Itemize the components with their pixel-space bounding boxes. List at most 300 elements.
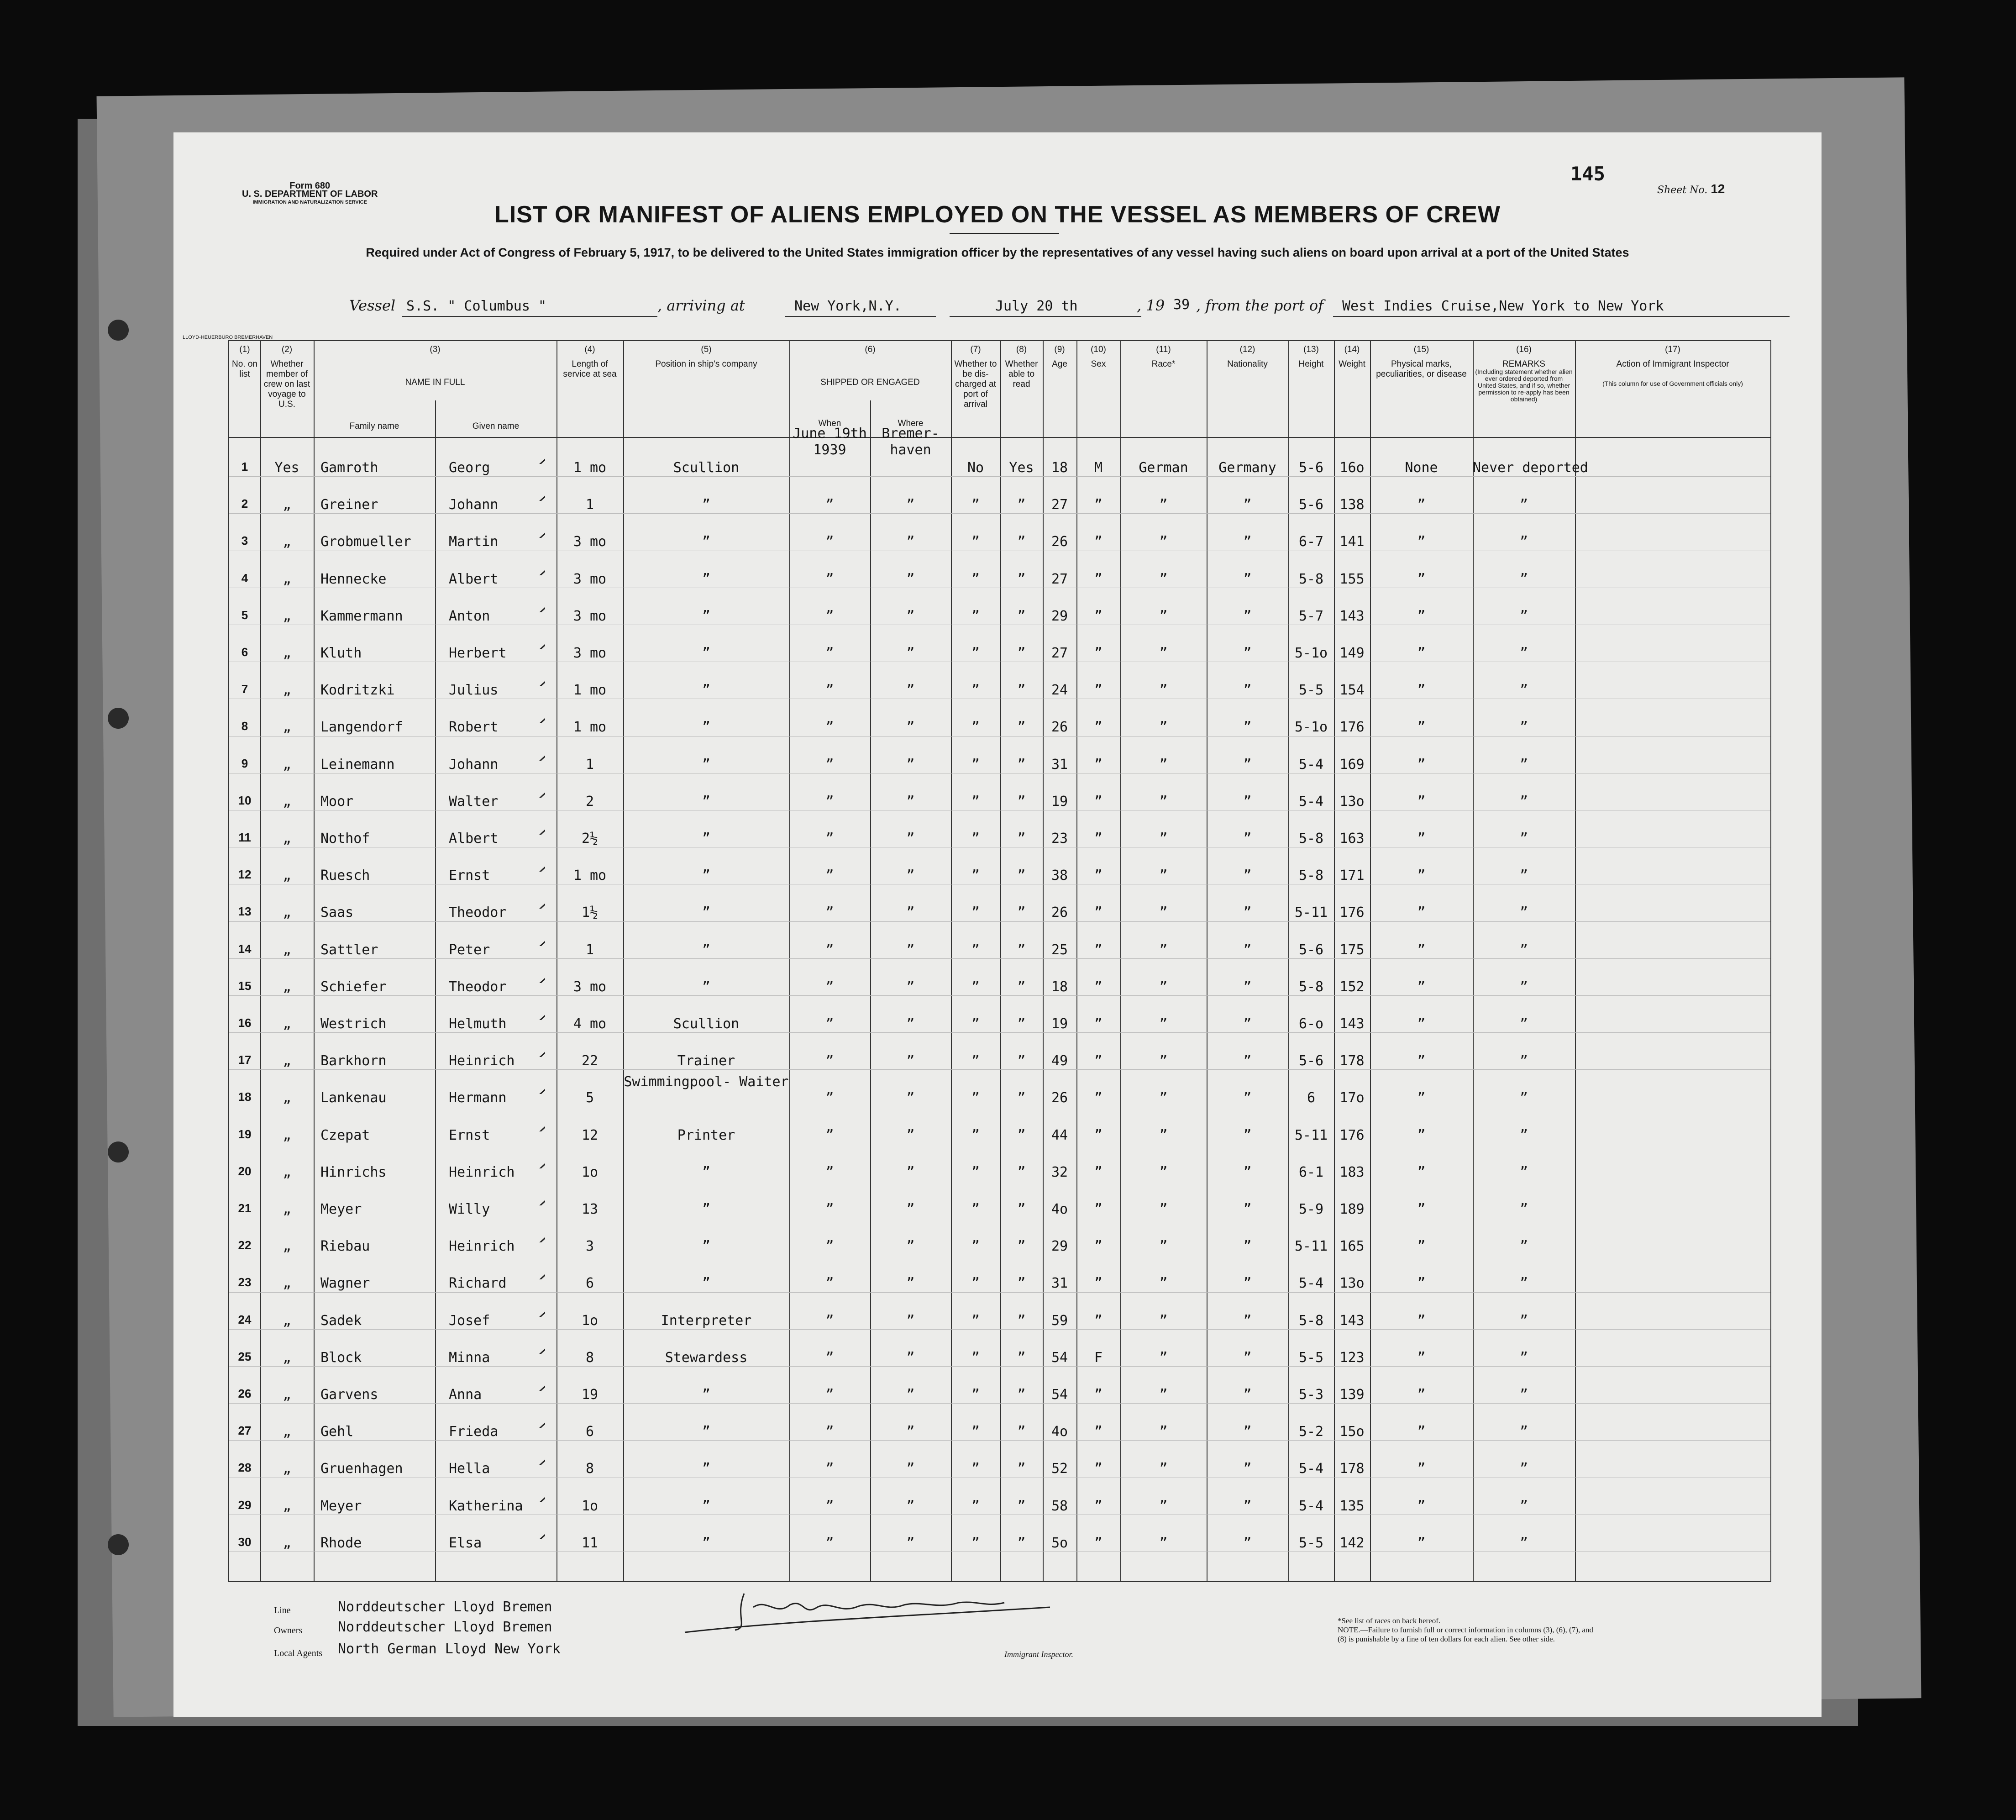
cell-crew: „ — [283, 1164, 291, 1180]
cell-family-name: Rhode — [320, 1535, 362, 1551]
cell-crew: „ — [283, 1016, 291, 1032]
cell-family-name: Kodritzki — [320, 682, 395, 699]
given-name-header: Given name — [472, 421, 520, 431]
cell-shipped-where: ” — [906, 905, 915, 921]
cell-weight: 176 — [1339, 719, 1365, 736]
cell-race: ” — [1159, 1127, 1168, 1143]
sheet-number-value: 12 — [1711, 182, 1725, 196]
cell-age: 26 — [1051, 534, 1068, 550]
cell-age: 27 — [1051, 571, 1068, 587]
cell-sex: ” — [1094, 1461, 1103, 1477]
cell-service: 19 — [581, 1387, 598, 1403]
cell-shipped-when: ” — [825, 682, 834, 699]
cell-given-name: Helmuth — [449, 1016, 507, 1032]
cell-weight: 155 — [1339, 571, 1365, 587]
cell-read: ” — [1017, 868, 1026, 884]
cell-sex: ” — [1094, 719, 1103, 736]
cell-weight: 189 — [1339, 1201, 1365, 1217]
cell-shipped-where: ” — [906, 534, 915, 550]
cell-weight: 141 — [1339, 534, 1365, 550]
cell-disch: No — [967, 460, 984, 476]
cell-sex: ” — [1094, 1275, 1103, 1292]
cell-weight: 143 — [1339, 1312, 1365, 1329]
cell-disch: ” — [971, 942, 980, 958]
verification-checkmark — [527, 1413, 545, 1428]
cell-race: ” — [1159, 1053, 1168, 1069]
cell-nat: ” — [1243, 756, 1252, 773]
cell-disch: ” — [971, 905, 980, 921]
cell-family-name: Hennecke — [320, 571, 387, 587]
binder-hole — [108, 1141, 129, 1162]
verification-checkmark — [527, 783, 545, 798]
cell-shipped-when: ” — [825, 1201, 834, 1217]
cell-sex: ” — [1094, 534, 1103, 550]
cell-marks: ” — [1417, 719, 1426, 736]
cell-family-name: Schiefer — [320, 978, 387, 995]
cell-service: 1 — [585, 942, 594, 958]
cell-race: ” — [1159, 868, 1168, 884]
cell-remarks: ” — [1519, 1127, 1528, 1143]
cell-nat: ” — [1243, 1312, 1252, 1329]
column-header: No. on list — [232, 359, 257, 379]
line-label: Line — [274, 1605, 291, 1615]
cell-nat: ” — [1243, 1424, 1252, 1440]
cell-position: ” — [702, 1498, 711, 1514]
cell-crew: „ — [283, 1201, 291, 1217]
binder-hole — [108, 320, 129, 341]
cell-given-name: Katherina — [449, 1498, 523, 1514]
cell-crew: „ — [283, 497, 291, 513]
cell-service: 1o — [581, 1498, 598, 1514]
cell-shipped-where: ” — [906, 1090, 915, 1106]
cell-service: 8 — [585, 1461, 594, 1477]
form-service: IMMIGRATION AND NATURALIZATION SERVICE — [252, 200, 367, 205]
cell-shipped-when: ” — [825, 1127, 834, 1143]
cell-shipped-when: ” — [825, 1387, 834, 1403]
manifest-sheet — [173, 132, 1822, 1717]
cell-age: 59 — [1051, 1312, 1068, 1329]
cell-service: 1 mo — [573, 868, 607, 884]
cell-height: 5-8 — [1298, 868, 1324, 884]
vessel-label: Vessel — [349, 297, 396, 314]
cell-race: ” — [1159, 756, 1168, 773]
cell-no: 11 — [238, 831, 251, 844]
cell-race: ” — [1159, 1349, 1168, 1366]
cell-disch: ” — [971, 497, 980, 513]
cell-no: 20 — [238, 1164, 252, 1178]
cell-service: 1 mo — [573, 460, 607, 476]
cell-sex: ” — [1094, 831, 1103, 847]
column-number: (1) — [239, 345, 250, 354]
sheet-number-label: Sheet No. — [1657, 184, 1708, 196]
column-number: (10) — [1091, 345, 1106, 354]
cell-nat: ” — [1243, 1201, 1252, 1217]
cell-remarks: ” — [1519, 534, 1528, 550]
column-header: Physical marks, peculiarities, or disease — [1376, 359, 1467, 379]
verification-checkmark — [527, 598, 545, 612]
cell-nat: Germany — [1218, 460, 1276, 476]
cell-shipped-when: ” — [825, 497, 834, 513]
cell-age: 26 — [1051, 1090, 1068, 1106]
column-number: (6) — [865, 345, 876, 354]
cell-weight: 171 — [1339, 868, 1365, 884]
cell-height: 5-11 — [1294, 1127, 1328, 1143]
cell-no: 2 — [241, 497, 248, 511]
column-header: Weight — [1339, 359, 1365, 369]
cell-age: 49 — [1051, 1053, 1068, 1069]
column-header: Whether able to read — [1005, 359, 1038, 389]
verification-checkmark — [527, 1117, 545, 1131]
row-divider — [229, 1292, 1770, 1293]
cell-weight: 143 — [1339, 1016, 1365, 1032]
cell-crew: Yes — [274, 460, 299, 476]
agents-label: Local Agents — [274, 1648, 323, 1658]
verification-checkmark — [527, 1302, 545, 1317]
cell-disch: ” — [971, 1275, 980, 1292]
verification-checkmark — [527, 1488, 545, 1502]
cell-no: 16 — [238, 1016, 252, 1030]
column-header: Nationality — [1227, 359, 1268, 369]
cell-remarks: ” — [1519, 608, 1528, 624]
cell-height: 5-8 — [1298, 978, 1324, 995]
cell-service: 1 mo — [573, 682, 607, 699]
agents-value: North German Lloyd New York — [338, 1641, 561, 1657]
cell-read: ” — [1017, 719, 1026, 736]
cell-shipped-when: ” — [825, 1053, 834, 1069]
verification-checkmark — [527, 1339, 545, 1354]
cell-read: ” — [1017, 608, 1026, 624]
column-header: Position in ship's company — [655, 359, 757, 369]
cell-age: 31 — [1051, 1275, 1068, 1292]
cell-given-name: Martin — [449, 534, 499, 550]
cell-height: 6-o — [1298, 1016, 1324, 1032]
cell-shipped-where: ” — [906, 1535, 915, 1551]
penalty-note: NOTE.—Failure to furnish full or correct information in columns (3), (6), (7), and (8) is punishable by a fine of ten dollars for each alien. See other side. — [1338, 1625, 1593, 1643]
line-value: Norddeutscher Lloyd Bremen — [338, 1599, 552, 1615]
cell-service: 3 mo — [573, 571, 607, 587]
cell-shipped-when: ” — [825, 1090, 834, 1106]
cell-shipped-where: ” — [906, 942, 915, 958]
column-number: (2) — [281, 345, 293, 354]
cell-age: 19 — [1051, 793, 1068, 810]
cell-service: 13 — [581, 1201, 598, 1217]
cell-race: ” — [1159, 1238, 1168, 1255]
cell-race: ” — [1159, 831, 1168, 847]
cell-remarks: ” — [1519, 793, 1528, 810]
cell-height: 5-5 — [1298, 1349, 1324, 1366]
cell-family-name: Lankenau — [320, 1090, 387, 1106]
cell-disch: ” — [971, 1424, 980, 1440]
row-divider — [229, 1329, 1770, 1330]
cell-read: ” — [1017, 1164, 1026, 1180]
cell-family-name: Gehl — [320, 1424, 354, 1440]
cell-shipped-when: ” — [825, 1424, 834, 1440]
cell-crew: „ — [283, 831, 291, 847]
cell-remarks: ” — [1519, 1090, 1528, 1106]
column-divider — [314, 341, 315, 1581]
cell-given-name: Albert — [449, 831, 499, 847]
cell-sex: ” — [1094, 868, 1103, 884]
cell-read: ” — [1017, 1387, 1026, 1403]
cell-shipped-where: ” — [906, 719, 915, 736]
cell-disch: ” — [971, 645, 980, 661]
row-divider — [229, 995, 1770, 996]
cell-nat: ” — [1243, 905, 1252, 921]
cell-age: 23 — [1051, 831, 1068, 847]
cell-height: 5-4 — [1298, 793, 1324, 810]
cell-race: ” — [1159, 1201, 1168, 1217]
cell-remarks: ” — [1519, 1387, 1528, 1403]
cell-position: Scullion — [673, 460, 740, 476]
cell-nat: ” — [1243, 1127, 1252, 1143]
cell-read: ” — [1017, 1053, 1026, 1069]
cell-marks: ” — [1417, 1201, 1426, 1217]
row-divider — [229, 513, 1770, 514]
cell-service: 4 mo — [573, 1016, 607, 1032]
cell-disch: ” — [971, 831, 980, 847]
voyage-line — [173, 297, 1822, 333]
cell-position: ” — [702, 571, 711, 587]
cell-family-name: Meyer — [320, 1201, 362, 1217]
cell-race: ” — [1159, 608, 1168, 624]
cell-family-name: Leinemann — [320, 756, 395, 773]
cell-position: ” — [702, 831, 711, 847]
column-header: Age — [1052, 359, 1067, 369]
cell-remarks: ” — [1519, 1016, 1528, 1032]
cell-disch: ” — [971, 756, 980, 773]
cell-remarks: ” — [1519, 868, 1528, 884]
owners-label: Owners — [274, 1625, 303, 1636]
cell-shipped-when: June 19th 1939 — [793, 426, 867, 458]
from-port: West Indies Cruise,New York to New York — [1342, 298, 1664, 314]
cell-given-name: Albert — [449, 571, 499, 587]
cell-nat: ” — [1243, 1016, 1252, 1032]
cell-sex: ” — [1094, 682, 1103, 699]
when-header: When — [818, 419, 841, 428]
cell-nat: ” — [1243, 831, 1252, 847]
cell-no: 9 — [241, 756, 248, 770]
row-divider — [229, 1440, 1770, 1441]
cell-remarks: ” — [1519, 1498, 1528, 1514]
verification-checkmark — [527, 894, 545, 909]
cell-position: ” — [702, 1275, 711, 1292]
cell-marks: ” — [1417, 1498, 1426, 1514]
cell-position: ” — [702, 682, 711, 699]
cell-given-name: Theodor — [449, 978, 507, 995]
cell-position: ” — [702, 497, 711, 513]
cell-remarks: ” — [1519, 1349, 1528, 1366]
cell-no: 28 — [238, 1461, 252, 1475]
cell-service: 2 — [585, 793, 594, 810]
cell-service: 1 — [585, 497, 594, 513]
cell-service: 11 — [581, 1535, 598, 1551]
cell-sex: ” — [1094, 1127, 1103, 1143]
cell-shipped-where: ” — [906, 682, 915, 699]
cell-read: ” — [1017, 756, 1026, 773]
cell-position: ” — [702, 1201, 711, 1217]
cell-nat: ” — [1243, 868, 1252, 884]
cell-weight: 152 — [1339, 978, 1365, 995]
cell-sex: ” — [1094, 978, 1103, 995]
cell-service: 3 — [585, 1238, 594, 1255]
cell-read: ” — [1017, 1424, 1026, 1440]
inspector-signature — [667, 1580, 1068, 1644]
vessel-name: S.S. " Columbus " — [406, 298, 547, 314]
cell-read: ” — [1017, 1312, 1026, 1329]
cell-age: 25 — [1051, 942, 1068, 958]
cell-crew: „ — [283, 608, 291, 624]
row-divider — [229, 921, 1770, 922]
cell-position: Interpreter — [661, 1312, 752, 1329]
cell-family-name: Westrich — [320, 1016, 387, 1032]
cell-marks: ” — [1417, 1090, 1426, 1106]
cell-age: 38 — [1051, 868, 1068, 884]
cell-shipped-when: ” — [825, 1312, 834, 1329]
cell-given-name: Ernst — [449, 1127, 490, 1143]
cell-crew: „ — [283, 1387, 291, 1403]
cell-remarks: ” — [1519, 831, 1528, 847]
cell-shipped-when: ” — [825, 1461, 834, 1477]
cell-disch: ” — [971, 1090, 980, 1106]
cell-weight: 13o — [1339, 1275, 1365, 1292]
column-number: (4) — [584, 345, 595, 354]
column-number: (11) — [1156, 345, 1171, 354]
races-note: *See list of races on back hereof. — [1338, 1616, 1441, 1625]
cell-disch: ” — [971, 608, 980, 624]
cell-given-name: Richard — [449, 1275, 507, 1292]
verification-checkmark — [527, 931, 545, 946]
cell-marks: ” — [1417, 1424, 1426, 1440]
cell-given-name: Elsa — [449, 1535, 482, 1551]
cell-race: ” — [1159, 1535, 1168, 1551]
cell-weight: 138 — [1339, 497, 1365, 513]
cell-race: ” — [1159, 1498, 1168, 1514]
cell-nat: ” — [1243, 793, 1252, 810]
cell-nat: ” — [1243, 1053, 1252, 1069]
cell-read: ” — [1017, 1127, 1026, 1143]
cell-no: 15 — [238, 978, 252, 993]
cell-crew: „ — [283, 868, 291, 884]
cell-crew: „ — [283, 1127, 291, 1143]
cell-disch: ” — [971, 1535, 980, 1551]
crew-table — [228, 340, 1771, 1582]
cell-position: ” — [702, 1164, 711, 1180]
cell-age: 18 — [1051, 978, 1068, 995]
cell-no: 12 — [238, 868, 252, 882]
cell-marks: ” — [1417, 1127, 1426, 1143]
cell-family-name: Saas — [320, 905, 354, 921]
cell-nat: ” — [1243, 1461, 1252, 1477]
binder-hole — [108, 708, 129, 729]
cell-read: ” — [1017, 1275, 1026, 1292]
column-number: (15) — [1413, 345, 1429, 354]
cell-shipped-where: ” — [906, 1461, 915, 1477]
cell-read: ” — [1017, 682, 1026, 699]
column-header: Action of Immigrant Inspector — [1616, 359, 1729, 369]
cell-height: 5-4 — [1298, 756, 1324, 773]
cell-service: 3 mo — [573, 534, 607, 550]
column-number: (17) — [1665, 345, 1680, 354]
cell-shipped-when: ” — [825, 645, 834, 661]
cell-crew: „ — [283, 1461, 291, 1477]
cell-no: 6 — [241, 645, 248, 659]
cell-marks: ” — [1417, 756, 1426, 773]
cell-remarks: ” — [1519, 1424, 1528, 1440]
cell-sex: ” — [1094, 1424, 1103, 1440]
cell-height: 5-1o — [1294, 719, 1328, 736]
cell-sex: ” — [1094, 1238, 1103, 1255]
cell-remarks: ” — [1519, 1164, 1528, 1180]
cell-no: 17 — [238, 1053, 252, 1067]
verification-checkmark — [527, 1154, 545, 1168]
cell-remarks: ” — [1519, 1201, 1528, 1217]
cell-race: ” — [1159, 978, 1168, 995]
cell-disch: ” — [971, 978, 980, 995]
cell-given-name: Josef — [449, 1312, 490, 1329]
cell-race: ” — [1159, 571, 1168, 587]
verification-checkmark — [527, 1450, 545, 1465]
cell-nat: ” — [1243, 1387, 1252, 1403]
cell-read: ” — [1017, 1535, 1026, 1551]
cell-race: ” — [1159, 534, 1168, 550]
cell-remarks: Never deported — [1473, 460, 1588, 476]
cell-marks: ” — [1417, 1016, 1426, 1032]
cell-shipped-when: ” — [825, 1275, 834, 1292]
cell-read: ” — [1017, 1349, 1026, 1366]
column-header: Whether member of crew on last voyage to U.S. — [263, 359, 310, 409]
cell-shipped-where: ” — [906, 1127, 915, 1143]
cell-crew: „ — [283, 905, 291, 921]
where-header: Where — [898, 419, 924, 428]
cell-shipped-where: ” — [906, 1201, 915, 1217]
cell-height: 5-6 — [1298, 497, 1324, 513]
cell-disch: ” — [971, 534, 980, 550]
sheet-number — [1657, 182, 1725, 196]
cell-sex: ” — [1094, 1201, 1103, 1217]
cell-shipped-where: ” — [906, 1387, 915, 1403]
cell-family-name: Meyer — [320, 1498, 362, 1514]
verification-checkmark — [527, 1265, 545, 1279]
cell-read: ” — [1017, 831, 1026, 847]
cell-race: ” — [1159, 1424, 1168, 1440]
cell-age: 54 — [1051, 1387, 1068, 1403]
verification-checkmark — [527, 523, 545, 538]
cell-family-name: Barkhorn — [320, 1053, 387, 1069]
cell-marks: ” — [1417, 1312, 1426, 1329]
column-subheader: (Including statement whether alien ever ordered deported from United States, and if so, whether permission to re-apply has been obtained) — [1475, 368, 1573, 403]
cell-nat: ” — [1243, 1238, 1252, 1255]
cell-shipped-when: ” — [825, 1535, 834, 1551]
cell-marks: ” — [1417, 1164, 1426, 1180]
cell-race: ” — [1159, 497, 1168, 513]
cell-weight: 15o — [1339, 1424, 1365, 1440]
cell-shipped-where: ” — [906, 571, 915, 587]
cell-shipped-when: ” — [825, 868, 834, 884]
column-number: (12) — [1239, 345, 1255, 354]
cell-service: 6 — [585, 1275, 594, 1292]
cell-weight: 139 — [1339, 1387, 1365, 1403]
cell-age: 27 — [1051, 645, 1068, 661]
cell-race: ” — [1159, 1164, 1168, 1180]
cell-service: 8 — [585, 1349, 594, 1366]
cell-race: ” — [1159, 942, 1168, 958]
cell-height: 5-11 — [1294, 905, 1328, 921]
cell-read: ” — [1017, 978, 1026, 995]
column-number: (5) — [701, 345, 712, 354]
cell-shipped-where: ” — [906, 1312, 915, 1329]
column-header: Height — [1298, 359, 1324, 369]
cell-weight: 16o — [1339, 460, 1365, 476]
